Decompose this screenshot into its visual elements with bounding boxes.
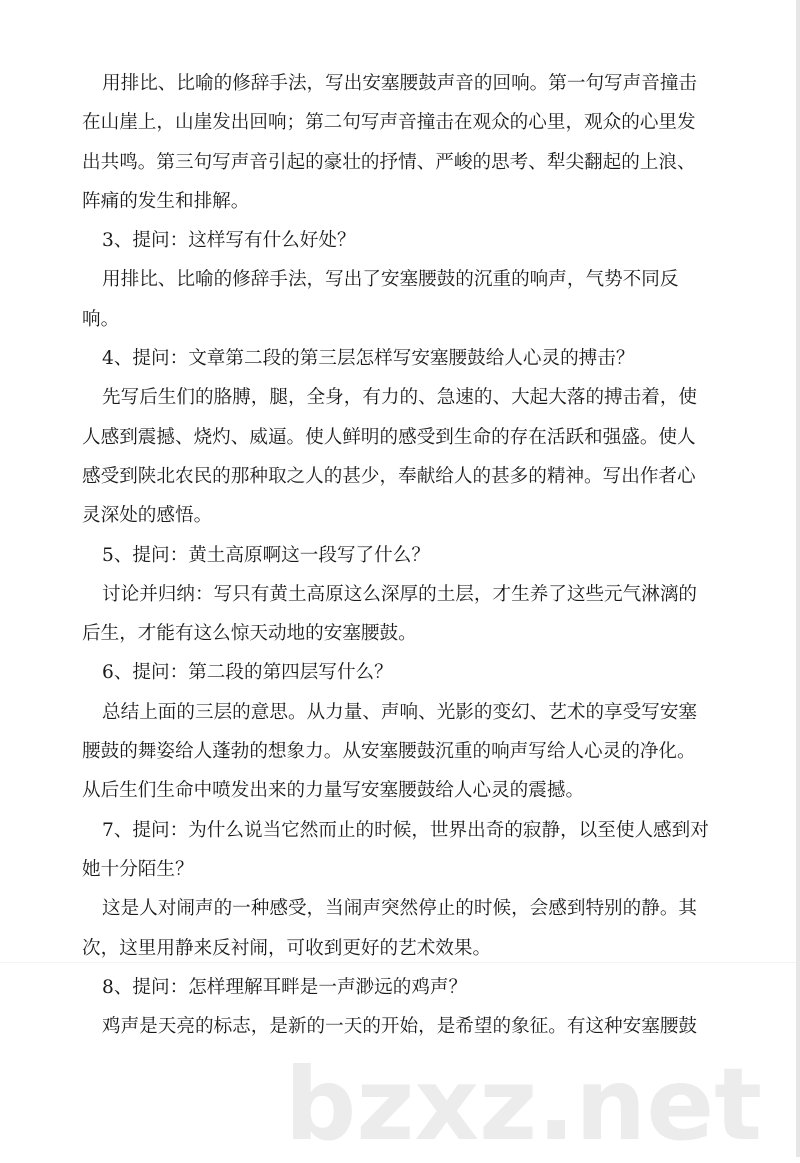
text-line: 感受到陕北农民的那种取之人的甚少，奉献给人的甚多的精神。写出作者心 [82,465,696,487]
text-line: 腰鼓的舞姿给人蓬勃的想象力。从安塞腰鼓沉重的响声写给人心灵的净化。 [82,741,696,763]
question-paragraph [82,536,762,575]
text-line: 鸡声是天亮的标志，是新的一天的开始，是希望的象征。有这种安塞腰鼓 [102,1016,698,1038]
text-line: 4、提问：文章第二段的第三层怎样写安塞腰鼓给人心灵的搏击？ [102,348,635,370]
answer-paragraph [82,889,762,968]
text-line: 总结上面的三层的意思。从力量、声响、光影的变幻、艺术的享受写安塞 [102,701,698,723]
question-paragraph [82,968,762,1007]
text-line: 7、提问：为什么说当它然而止的时候，世界出奇的寂静，以至使人感到对 [102,819,709,841]
answer-paragraph [82,260,762,339]
answer-paragraph [82,378,762,535]
watermark: bzxz.net [284,1046,762,1163]
question-paragraph [82,221,762,260]
answer-paragraph [82,693,762,811]
text-line: 用排比、比喻的修辞手法，写出了安塞腰鼓的沉重的响声，气势不同反 [102,269,679,291]
text-line: 后生，才能有这么惊天动地的安塞腰鼓。 [82,623,417,645]
question-paragraph [82,339,762,378]
question-paragraph [82,811,762,890]
text-line: 阵痛的发生和排解。 [82,190,250,212]
answer-paragraph [82,1007,762,1046]
text-line: 从后生们生命中喷发出来的力量写安塞腰鼓给人心灵的震撼。 [82,780,585,802]
text-line: 用排比、比喻的修辞手法，写出安塞腰鼓声音的回响。第一句写声音撞击 [102,73,698,94]
answer-paragraph [82,64,762,221]
text-line: 8、提问：怎样理解耳畔是一声渺远的鸡声？ [102,976,468,998]
answer-paragraph [82,575,762,654]
document-text [82,64,762,1046]
text-line: 出共鸣。第三句写声音引起的豪壮的抒情、严峻的思考、犁尖翻起的上浪、 [82,151,696,173]
text-line: 3、提问：这样写有什么好处？ [102,230,356,252]
document-body [82,0,762,1163]
text-line: 讨论并归纳：写只有黄土高原这么深厚的土层，才生养了这些元气淋漓的 [102,583,698,605]
text-line: 灵深处的感悟。 [82,505,213,527]
text-line: 在山崖上，山崖发出回响；第二句写声音撞击在观众的心里，观众的心里发 [82,112,696,134]
text-line: 她十分陌生？ [82,858,194,880]
text-line: 次，这里用静来反衬闹，可收到更好的艺术效果。 [82,937,492,959]
text-line: 6、提问：第二段的第四层写什么？ [102,662,393,684]
text-line: 这是人对闹声的一种感受，当闹声突然停止的时候，会感到特别的静。其 [102,898,698,920]
text-line: 先写后生们的胳膊，腿，全身，有力的、急速的、大起大落的搏击着，使 [102,387,698,409]
text-line: 人感到震撼、烧灼、威逼。使人鲜明的感受到生命的存在活跃和强盛。使人 [82,426,696,448]
question-paragraph [82,653,762,692]
text-line: 5、提问：黄土高原啊这一段写了什么？ [102,544,430,566]
text-line: 响。 [82,308,120,330]
